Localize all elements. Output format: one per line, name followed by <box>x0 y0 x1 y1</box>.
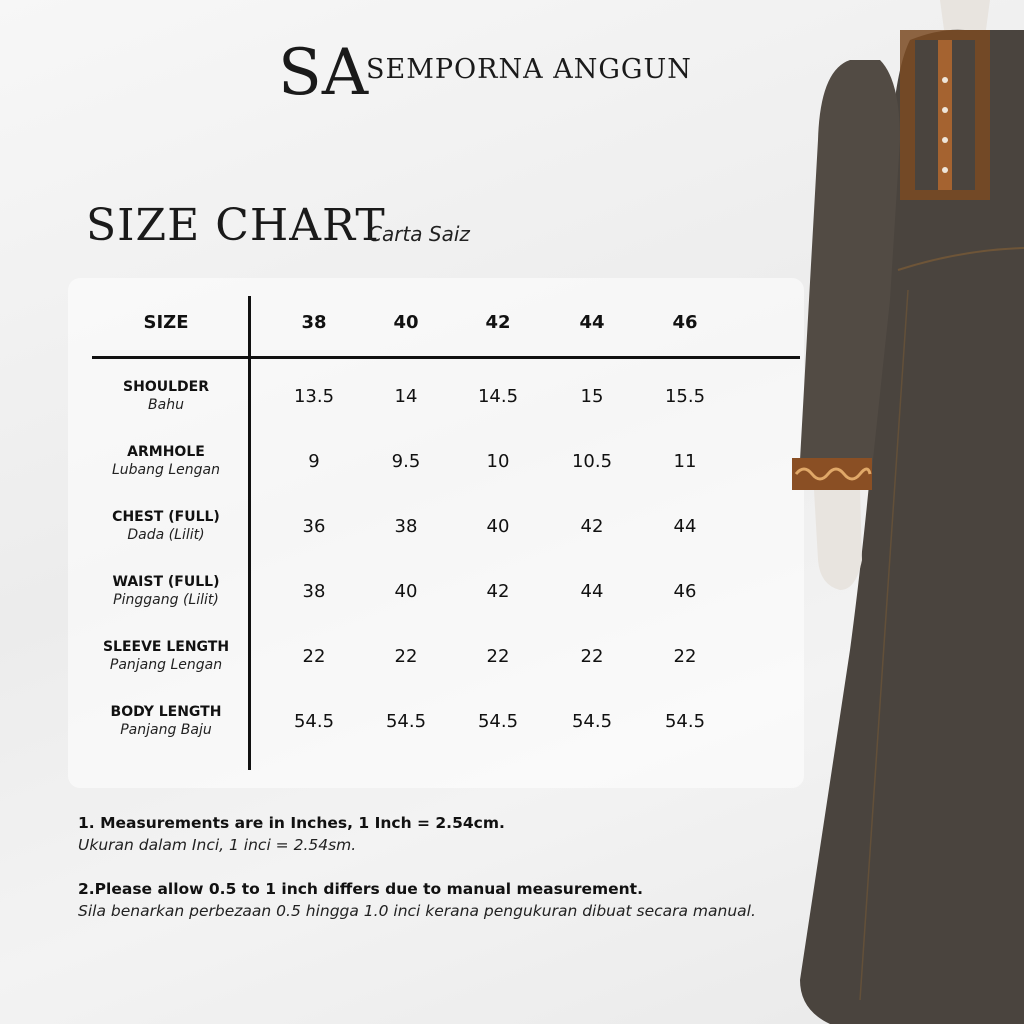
row-label <box>84 508 248 544</box>
size-header-46: 46 <box>672 312 698 333</box>
row-label-ms: Panjang Baju <box>120 722 212 738</box>
table-cell: 40 <box>486 516 510 537</box>
table-cell: 54.5 <box>385 711 427 732</box>
table-cell: 38 <box>302 581 326 602</box>
table-cell: 54.5 <box>477 711 519 732</box>
row-label-en: CHEST (FULL) <box>112 509 220 525</box>
dress-model-image <box>790 0 1024 1024</box>
table-vertical-divider <box>248 296 251 770</box>
size-header-44: 44 <box>579 312 605 333</box>
note2-ms: Sila benarkan perbezaan 0.5 hingga 1.0 inci kerana pengukuran dibuat secara manual. <box>78 902 756 920</box>
table-cell: 38 <box>394 516 418 537</box>
row-label-ms: Pinggang (Lilit) <box>113 592 219 608</box>
table-cell: 44 <box>673 516 697 537</box>
row-label-ms: Panjang Lengan <box>109 657 223 673</box>
row-label-en: BODY LENGTH <box>110 704 222 720</box>
table-cell: 36 <box>302 516 326 537</box>
size-header-38: 38 <box>301 312 327 333</box>
row-label-en: ARMHOLE <box>127 444 205 460</box>
table-cell: 42 <box>486 581 510 602</box>
note1-ms: Ukuran dalam Inci, 1 inci = 2.54sm. <box>78 836 357 854</box>
table-cell: 42 <box>580 516 604 537</box>
table-cell: 40 <box>394 581 418 602</box>
table-header-divider <box>92 356 800 359</box>
svg-text:SA: SA <box>278 36 369 110</box>
row-label-ms: Lubang Lengan <box>112 462 220 478</box>
row-label <box>84 573 248 609</box>
row-label <box>84 378 248 414</box>
size-header-label: SIZE <box>143 312 189 333</box>
page-subtitle: Carta Saiz <box>368 222 470 246</box>
brand-name: SEMPORNA ANGGUN <box>366 54 692 85</box>
note2-en: 2.Please allow 0.5 to 1 inch differs due to manual measurement. <box>78 880 643 898</box>
table-cell: 10.5 <box>571 451 613 472</box>
table-cell: 13.5 <box>293 386 335 407</box>
table-cell: 14 <box>394 386 418 407</box>
table-cell: 22 <box>394 646 418 667</box>
row-label <box>84 703 248 739</box>
row-label-en: WAIST (FULL) <box>112 574 220 590</box>
table-cell: 9 <box>308 451 320 472</box>
row-label <box>84 443 248 479</box>
table-cell: 54.5 <box>293 711 335 732</box>
note1-en: 1. Measurements are in Inches, 1 Inch = 2.54cm. <box>78 814 505 832</box>
row-label-ms: Dada (Lilit) <box>127 527 205 543</box>
row-label-en: SHOULDER <box>123 379 209 395</box>
brand-logo <box>276 34 369 110</box>
table-cell: 10 <box>486 451 510 472</box>
table-cell: 54.5 <box>571 711 613 732</box>
table-cell: 22 <box>673 646 697 667</box>
notes <box>78 812 778 922</box>
row-label <box>84 638 248 674</box>
table-cell: 44 <box>580 581 604 602</box>
table-cell: 54.5 <box>664 711 706 732</box>
row-label-ms: Bahu <box>148 397 184 413</box>
table-cell: 22 <box>580 646 604 667</box>
table-cell: 14.5 <box>477 386 519 407</box>
table-cell: 22 <box>486 646 510 667</box>
table-cell: 46 <box>673 581 697 602</box>
row-label-en: SLEEVE LENGTH <box>102 639 230 655</box>
table-cell: 15 <box>580 386 604 407</box>
size-header-42: 42 <box>485 312 511 333</box>
table-cell: 22 <box>302 646 326 667</box>
size-header-40: 40 <box>393 312 419 333</box>
table-cell: 9.5 <box>391 451 421 472</box>
page-title: SIZE CHART <box>86 200 386 251</box>
table-cell: 15.5 <box>664 386 706 407</box>
table-cell: 11 <box>673 451 697 472</box>
